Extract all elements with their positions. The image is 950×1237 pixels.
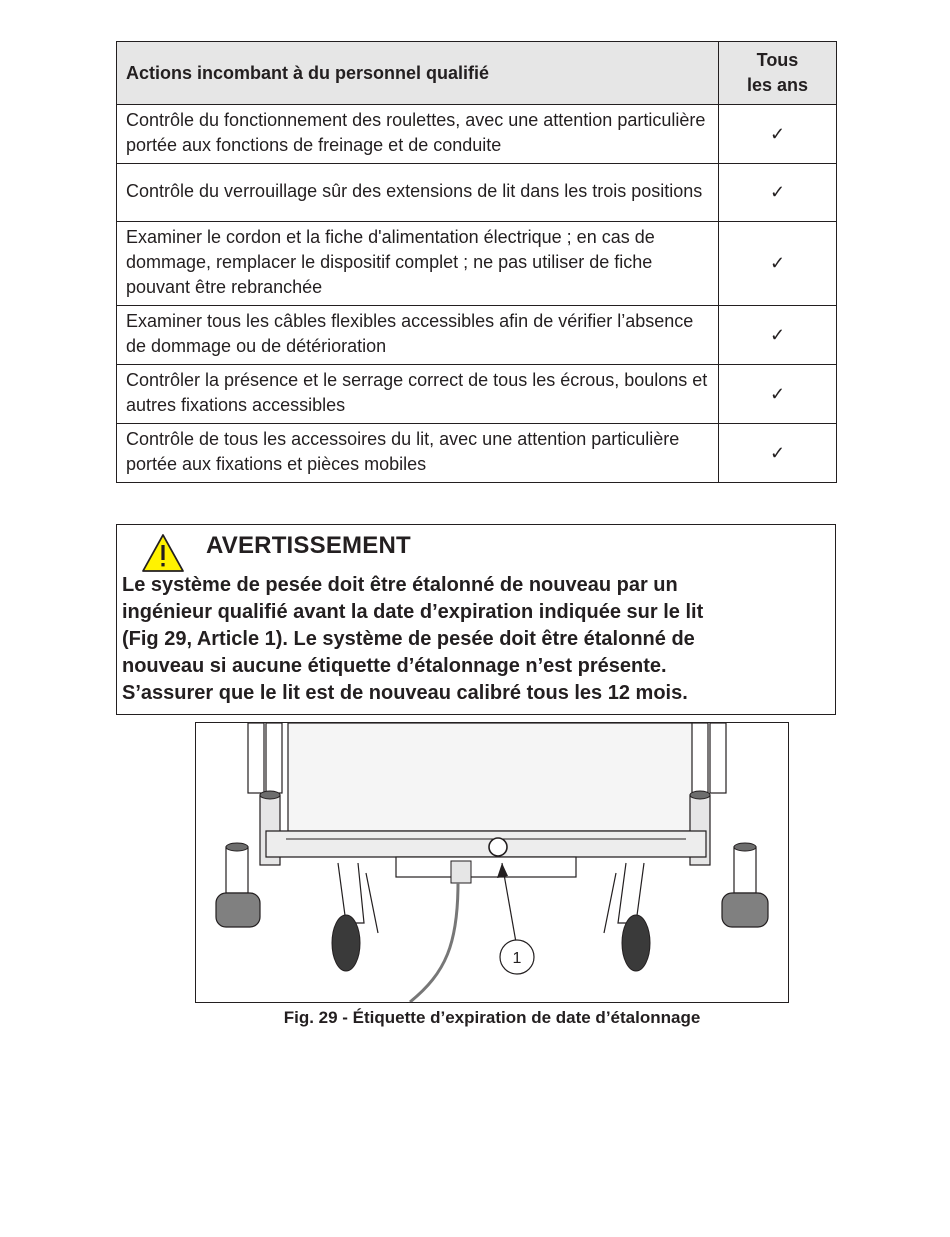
- callout-label: 1: [512, 950, 522, 967]
- table-row: [117, 424, 837, 483]
- warning-line: (Fig 29, Article 1). Le système de pesée doit être étalonné de: [122, 628, 695, 650]
- warning-triangle-icon: [141, 533, 185, 573]
- action-cell: Contrôle du verrouillage sûr des extensions de lit dans les trois positions: [117, 164, 719, 222]
- checkmark-icon: ✓: [719, 306, 837, 365]
- figure-caption: Fig. 29 - Étiquette d’expiration de date d’étalonnage: [283, 1008, 701, 1027]
- table-row: [117, 365, 837, 424]
- checkmark-icon: ✓: [719, 424, 837, 483]
- header-frequency-label: Tous les ans: [746, 50, 809, 95]
- action-cell: Contrôle du fonctionnement des roulettes, avec une attention particulière portée aux fonctions de freinage et de conduite: [117, 105, 719, 164]
- warning-line: nouveau si aucune étiquette d’étalonnage n’est présente.: [122, 655, 667, 677]
- bed-footend-drawing: [196, 723, 788, 1002]
- header-frequency: [719, 42, 837, 105]
- action-cell: Examiner tous les câbles flexibles accessibles afin de vérifier l’absence de dommage ou de détérioration: [117, 306, 719, 365]
- table-row: [117, 105, 837, 164]
- warning-line: ingénieur qualifié avant la date d’expiration indiquée sur le lit: [122, 601, 704, 623]
- checkmark-icon: ✓: [719, 222, 837, 306]
- action-cell: Contrôler la présence et le serrage correct de tous les écrous, boulons et autres fixations accessibles: [117, 365, 719, 424]
- checkmark-icon: ✓: [719, 105, 837, 164]
- figure-bed-illustration: [195, 722, 789, 1003]
- maintenance-table: [116, 41, 837, 483]
- action-cell: Examiner le cordon et la fiche d'alimentation électrique ; en cas de dommage, remplacer le dispositif complet ; ne pas utiliser de fiche pouvant être rebranchée: [117, 222, 719, 306]
- checkmark-icon: ✓: [719, 164, 837, 222]
- warning-title: AVERTISSEMENT: [206, 532, 411, 559]
- warning-line: S’assurer que le lit est de nouveau calibré tous les 12 mois.: [122, 682, 688, 704]
- table-row: [117, 222, 837, 306]
- action-cell: Contrôle de tous les accessoires du lit, avec une attention particulière portée aux fixations et pièces mobiles: [117, 424, 719, 483]
- warning-box: [116, 524, 836, 715]
- warning-line: Le système de pesée doit être étalonné de nouveau par un: [122, 574, 678, 596]
- table-row: [117, 306, 837, 365]
- checkmark-icon: ✓: [719, 365, 837, 424]
- header-actions: Actions incombant à du personnel qualifié: [117, 42, 719, 105]
- table-header-row: [117, 42, 837, 105]
- table-row: [117, 164, 837, 222]
- warning-text: [122, 572, 828, 707]
